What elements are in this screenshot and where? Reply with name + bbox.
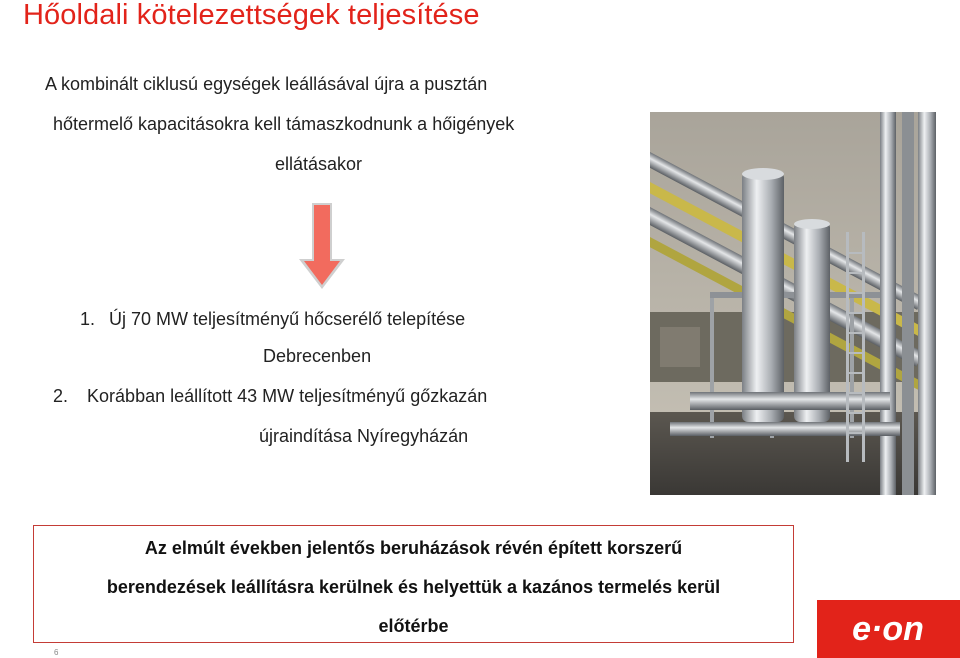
list-item-number: 2.	[53, 386, 69, 406]
summary-line-1: Az elmúlt években jelentős beruházások révén épített korszerű	[144, 538, 683, 558]
list-item-text: Új 70 MW teljesítményű hőcserélő telepítése	[109, 309, 466, 329]
page-number: 6	[54, 648, 59, 657]
intro-line-2: hőtermelő kapacitásokra kell támaszkodnunk a hőigények	[53, 114, 515, 134]
logo-text: e·on	[852, 610, 924, 648]
list-item-2	[53, 386, 487, 407]
summary-line-3: előtérbe	[378, 616, 449, 636]
eon-logo	[817, 600, 960, 658]
summary-line-2: berendezések leállításra kerülnek és helyettük a kazános termelés kerül	[106, 577, 721, 597]
list-item-2-continuation: újraindítása Nyíregyházán	[259, 426, 469, 446]
down-arrow-icon	[296, 201, 348, 291]
list-item-number: 1.	[80, 309, 96, 329]
list-item-text: Korábban leállított 43 MW teljesítményű gőzkazán	[87, 386, 488, 406]
boiler-plant-photo	[650, 112, 936, 495]
slide-title: Hőoldali kötelezettségek teljesítése	[23, 0, 480, 31]
intro-line-1: A kombinált ciklusú egységek leállásával újra a pusztán	[45, 74, 488, 94]
intro-line-3: ellátásakor	[275, 154, 363, 174]
list-item-1	[80, 309, 465, 330]
list-item-1-continuation: Debrecenben	[263, 346, 372, 366]
summary-box	[33, 525, 794, 643]
